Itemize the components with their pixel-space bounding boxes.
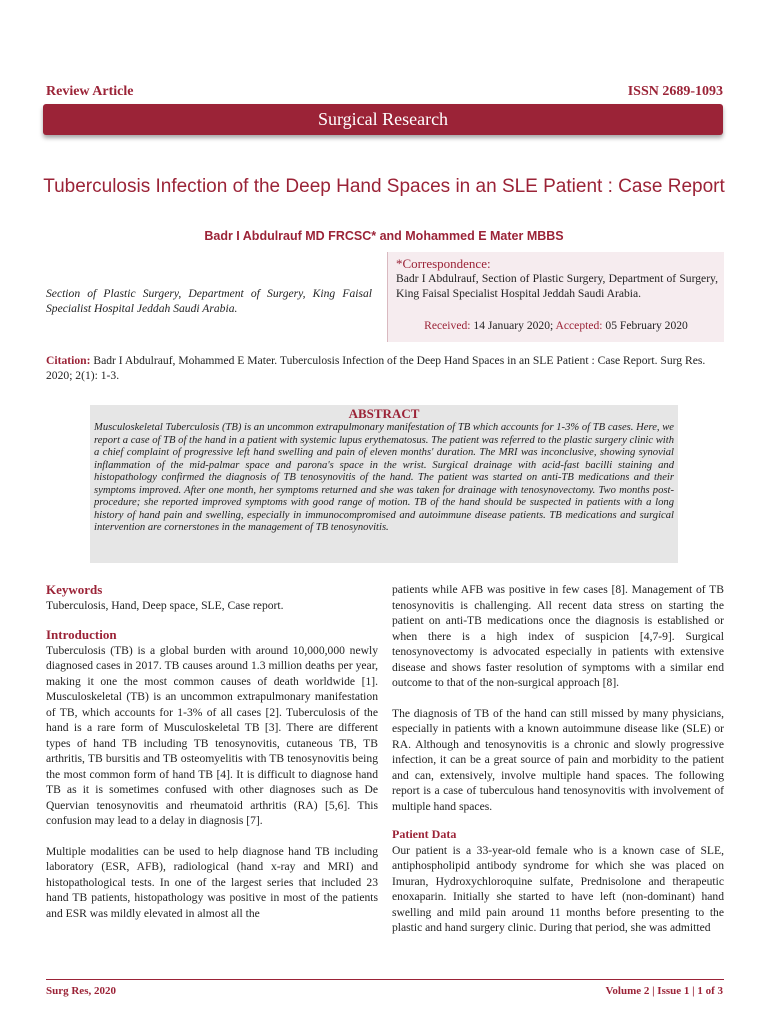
received-date: 14 January 2020; [473, 319, 554, 332]
correspondence-label: *Correspondence: [396, 256, 491, 271]
footer-divider [46, 979, 724, 980]
article-type: Review Article [46, 84, 134, 99]
footer-page-info: Volume 2 | Issue 1 | 1 of 3 [605, 985, 723, 997]
abstract-text: Musculoskeletal Tuberculosis (TB) is an uncommon extrapulmonary manifestation of TB which accounts for 1-3% of TB cases. Here, we report a case of TB of the hand in a patient with systemic lupus erythematosus. The patient was referred to the plastic surgery clinic with a chief complaint of progressive left hand swelling and pain of eleven months' duration. The MRI was inconclusive, showing synovial inflammation of the mid-palmar space and parona's space in the wrist. Surgical drainage with acid-fast bacilli staining and histopathology confirmed the diagnosis of TB tenosynovitis of the hand. The patient was started on anti-TB medications and their symptoms improved. After one month, her symptoms returned and she was taken for drainage with tenosynovectomy. Two months post-procedure; she reported improved symptoms with good range of motion. TB of the hand should be suspected in patients with a long history of hand pain and swelling, especially in immunocompromised and autoimmune disease patients. TB medications and surgical intervention are cornerstones in the management of TB tenosynovitis. [94, 422, 674, 533]
right-column [392, 582, 724, 936]
keywords-heading: Keywords [46, 582, 103, 597]
authors: Badr I Abdulrauf MD FRCSC* and Mohammed E Mater MBBS [204, 229, 564, 243]
right-paragraph-2: The diagnosis of TB of the hand can still missed by many physicians, especially in patients with a known autoimmune disease like (SLE) or RA. Although and tenosynovitis is a chronic and slowly progressive infection, it can be a great source of pain and morbidity to the patient and can, extensively, involve multiple hand spaces. The following report is a case of tuberculous hand tenosynovitis with involvement of multiple hand spaces. [392, 706, 724, 813]
journal-banner: Surgical Research [43, 104, 723, 135]
abstract-box [90, 405, 678, 563]
footer-journal: Surg Res, 2020 [46, 985, 116, 997]
intro-paragraph-1: Tuberculosis (TB) is a global burden with around 10,000,000 newly diagnosed cases in 2017. TB causes around 1.3 million deaths per year, making it one the most common causes of death worldwide [1]. Musculoskeletal (TB) is an uncommon extrapulmonary manifestation of TB, which accounts for 1-3% of all cases [2]. Tuberculosis of the hand is a rare form of Musculoskeletal TB [3]. There are different types of hand TB including TB tenosynovitis, cutaneous TB, TB arthritis, TB bursitis and TB osteomyelitis with TB tenosynovitis being the most common form of hand TB [4]. It is difficult to diagnose hand TB as it is sometimes confused with other diagnoses such as De Quervian tenosynovitis and rheumatoid arthritis (RA) [5,6]. This confusion may lead to a delay in diagnosis [7]. [46, 643, 378, 827]
right-paragraph-1: patients while AFB was positive in few cases [8]. Management of TB tenosynovitis is challenging. All recent data stress on starting the patient on anti-TB medications once the diagnosis is established or when there is a high index of suspicion [4,7-9]. Surgical tenosynovectomy is advocated especially in patients with extensive disease and shows faster resolution of symptoms with a similar end outcome to that of the non-surgical approach [8]. [392, 583, 724, 689]
issn: ISSN 2689-1093 [627, 84, 723, 99]
introduction-heading: Introduction [46, 627, 117, 642]
accepted-label: Accepted: [555, 319, 603, 332]
correspondence-box [387, 252, 724, 342]
accepted-date: 05 February 2020 [605, 319, 688, 332]
correspondence-text: Badr I Abdulrauf, Section of Plastic Surgery, Department of Surgery, King Faisal Specialist Hospital Jeddah Saudi Arabia. [396, 272, 718, 300]
abstract-title: ABSTRACT [348, 406, 420, 421]
left-column [46, 582, 378, 921]
patient-data-heading: Patient Data [392, 827, 457, 841]
affiliation: Section of Plastic Surgery, Department of Surgery, King Faisal Specialist Hospital Jeddah Saudi Arabia. [46, 287, 372, 315]
patient-data-paragraph: Our patient is a 33-year-old female who is a known case of SLE, antiphospholipid antibody syndrome for which she was placed on Imuran, Hydroxychloroquine sulfate, Prednisolone and therapeutic enoxaparin. Initially she started to have left (non-dominant) hand swelling and mild pain around 11 months before presenting to the plastic and hand surgery clinic. During that period, she was admitted [392, 843, 724, 934]
citation-text: Badr I Abdulrauf, Mohammed E Mater. Tuberculosis Infection of the Deep Hand Spaces in an SLE Patient : Case Report. Surg Res. 2020; 2(1): 1-3. [46, 354, 706, 382]
dates [388, 319, 724, 332]
citation-label: Citation: [46, 354, 91, 367]
intro-paragraph-2: Multiple modalities can be used to help diagnose hand TB including laboratory (ESR, AFB), radiological (hand x-ray and MRI) and histopathological tests. In one of the largest series that included 23 hand TB patients, histopathology was positive in most of the patients and ESR was mildly elevated in almost all the [46, 844, 378, 920]
keywords-text: Tuberculosis, Hand, Deep space, SLE, Case report. [46, 598, 284, 612]
citation [46, 353, 724, 383]
received-label: Received: [424, 319, 471, 332]
article-title: Tuberculosis Infection of the Deep Hand Spaces in an SLE Patient : Case Report [43, 176, 725, 197]
